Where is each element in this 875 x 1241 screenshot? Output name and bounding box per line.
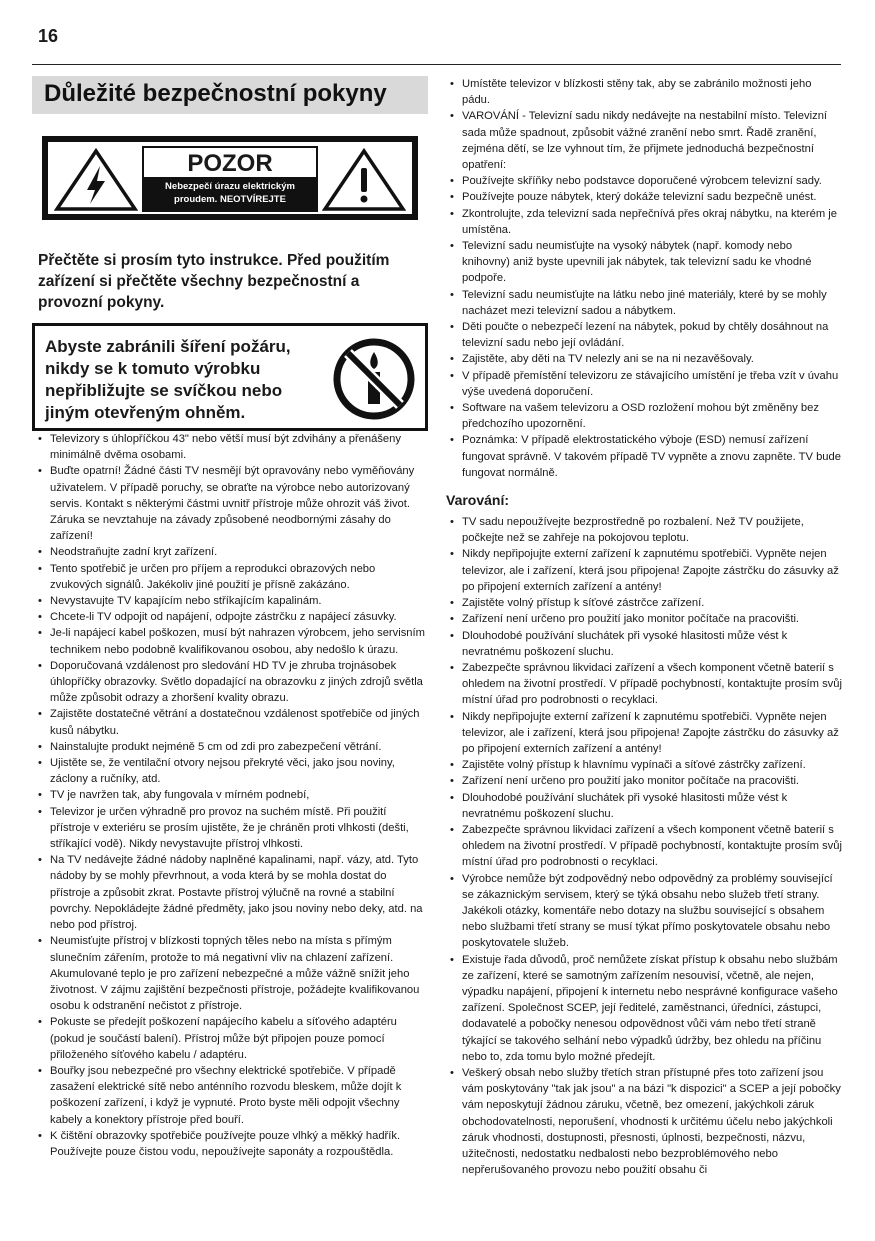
list-item: • Veškerý obsah nebo služby třetích stran přístupné přes toto zařízení jsou vám poskytovány "tak jak jsou" a na bázi "k dispozici" a SCEP a její pobočky vám neposkytují žádnou záruku, včetně, bez omezení, jakýchkoli záruk obchodovatelnosti, neporušení, vhodnosti k určitému účelu nebo jakýchkoli záruk vhodnosti, dostupnosti, přesnosti, úplnosti, bezpečnosti, názvu, užitečnosti, nedostatku nedbalosti nebo bezproblémového nebo nepřerušovaného provozu nebo použití obsahu či bbox=[444, 1065, 842, 1178]
page-title: Důležité bezpečnostní pokyny bbox=[32, 76, 428, 114]
fire-warning-box bbox=[32, 323, 428, 431]
list-item: • Zkontrolujte, zda televizní sada nepřečnívá přes okraj nábytku, na kterém je umístěna. bbox=[444, 206, 842, 238]
list-item: • Zajistěte volný přístup k hlavnímu vypínači a síťové zástrčky zařízení. bbox=[444, 757, 842, 773]
list-item: • Pokuste se předejít poškození napájecího kabelu a síťového adaptéru (pokud je součástí balení). Přístroj může být připojen pouze pomocí přiloženého síťového kabelu / adaptéru. bbox=[32, 1014, 428, 1063]
electric-shock-icon bbox=[54, 148, 138, 212]
page-number: 16 bbox=[38, 26, 59, 46]
list-item: • TV je navržen tak, aby fungovala v mírném podnebí, bbox=[32, 787, 428, 803]
pozor-panel bbox=[142, 146, 318, 212]
warnings-list bbox=[444, 514, 842, 1178]
list-item: • Doporučovaná vzdálenost pro sledování HD TV je zhruba trojnásobek úhlopříčky obrazovky. Světlo dopadající na obrazovku z jiných zdrojů světla může způsobit odrazy a zhoršení kvality obrazu. bbox=[32, 658, 428, 707]
list-item: • Televizní sadu neumisťujte na látku nebo jiné materiály, které by se mohly nacházet mezi televizní sadou a nábytkem. bbox=[444, 287, 842, 319]
list-item: • Výrobce nemůže být zodpovědný nebo odpovědný za problémy související se zákaznickým servisem, který se týká obsahu nebo služeb třetí strany. Jakékoli otázky, komentáře nebo dotazy na službu související s obsahem nebo službami třetí strany se musí týkat přímo poskytovatele obsahu nebo poskytovatele služeb. bbox=[444, 871, 842, 952]
list-item: • Bouřky jsou nebezpečné pro všechny elektrické spotřebiče. V případě zasažení elektrické sítě nebo anténního rozvodu bleskem, může dojít k poškození zařízení, i když je vypnuté. Proto byste měli odpojit všechny kabely a konektory přístroje před bouří. bbox=[32, 1063, 428, 1128]
warnings-heading: Varování: bbox=[446, 492, 510, 509]
list-item: • Zajistěte, aby děti na TV nelezly ani se na ni nezavěšovaly. bbox=[444, 351, 842, 367]
list-item: • VAROVÁNÍ - Televizní sadu nikdy nedávejte na nestabilní místo. Televizní sada může spadnout, způsobit vážné zranění nebo smrt. Řadě zranění, zejména dětí, se lze vyhnout tím, že přijmete jednoduchá bezpečnostní opatření: bbox=[444, 108, 842, 173]
pozor-title: POZOR bbox=[187, 150, 273, 177]
list-item: • Zabezpečte správnou likvidaci zařízení a všech komponent včetně baterií s ohledem na životní prostředí. V případě pochybností, kontaktujte prosím svůj místní úřad pro podrobnosti o recyklaci. bbox=[444, 660, 842, 709]
list-item: • Ujistěte se, že ventilační otvory nejsou překryté věci, jako jsou noviny, záclony a ručníky, atd. bbox=[32, 755, 428, 787]
list-item: • Nevystavujte TV kapajícím nebo stříkajícím kapalinám. bbox=[32, 593, 428, 609]
list-item: • Používejte pouze nábytek, který dokáže televizní sadu bezpečně unést. bbox=[444, 189, 842, 205]
list-item: • Zajistěte dostatečné větrání a dostatečnou vzdálenost spotřebiče od jiných kusů nábytku. bbox=[32, 706, 428, 738]
left-column bbox=[32, 76, 428, 1160]
pozor-subtitle bbox=[144, 177, 316, 210]
list-item: • Buďte opatrní! Žádné části TV nesmějí být opravovány nebo vyměňovány uživatelem. V případě poruchy, se obraťte na výrobce nebo autorizovaný servis. Kontakt s některými částmi uvnitř přístroje může ohrozit váš život. Záruka se nevztahuje na závady způsobené neodbornými zásahy do zařízení! bbox=[32, 463, 428, 544]
list-item: • Je-li napájecí kabel poškozen, musí být nahrazen výrobcem, jeho servisním technikem nebo podobně kvalifikovanou osobou, aby nedošlo k úrazu. bbox=[32, 625, 428, 657]
list-item: • Chcete-li TV odpojit od napájení, odpojte zástrčku z napájecí zásuvky. bbox=[32, 609, 428, 625]
list-item: • Tento spotřebič je určen pro příjem a reprodukci obrazových nebo zvukových signálů. Jakékoliv jiné použití je přísně zakázáno. bbox=[32, 561, 428, 593]
list-item: • Neodstraňujte zadní kryt zařízení. bbox=[32, 544, 428, 560]
list-item: • Dlouhodobé používání sluchátek při vysoké hlasitosti může vést k nevratnému poškození sluchu. bbox=[444, 790, 842, 822]
pozor-line-2: proudem. NEOTVÍREJTE bbox=[174, 194, 286, 205]
no-open-flame-icon bbox=[331, 336, 417, 422]
list-item: • Nikdy nepřipojujte externí zařízení k zapnutému spotřebiči. Vypněte nejen televizor, ale i zařízení, která jsou připojena! Zapojte zástrčku do zásuvky až po připojení externích zařízení a antény! bbox=[444, 546, 842, 595]
list-item: • TV sadu nepoužívejte bezprostředně po rozbalení. Než TV použijete, počkejte než se zahřeje na pokojovou teplotu. bbox=[444, 514, 842, 546]
list-item: • Zařízení není určeno pro použití jako monitor počítače na pracovišti. bbox=[444, 611, 842, 627]
pozor-line-1: Nebezpečí úrazu elektrickým bbox=[165, 181, 295, 192]
list-item: • Dlouhodobé používání sluchátek při vysoké hlasitosti může vést k nevratnému poškození sluchu. bbox=[444, 628, 842, 660]
list-item: • Umístěte televizor v blízkosti stěny tak, aby se zabránilo možnosti jeho pádu. bbox=[444, 76, 842, 108]
safety-list-right bbox=[444, 76, 842, 481]
list-item: • V případě přemístění televizoru ze stávajícího umístění je třeba vzít v úvahu výše uvedená doporučení. bbox=[444, 368, 842, 400]
intro-text: Přečtěte si prosím tyto instrukce. Před použitím zařízení si přečtěte všechny bezpečnostní a provozní pokyny. bbox=[38, 252, 390, 311]
list-item: • Neumisťujte přístroj v blízkosti topných těles nebo na místa s přímým slunečním zářením, protože to má negativní vliv na chlazení zařízení. Akumulované teplo je pro zařízení nebezpečné a může vážně snížit jeho životnost. V zájmu zajištění bezpečnosti přístroje, požádejte kvalifikovanou osobu k odstranění nečistot z přístroje. bbox=[32, 933, 428, 1014]
list-item: • Zařízení není určeno pro použití jako monitor počítače na pracovišti. bbox=[444, 773, 842, 789]
exclamation-icon bbox=[322, 148, 406, 212]
list-item: • K čištění obrazovky spotřebiče používejte pouze vlhký a měkký hadřík. Používejte pouze čistou vodu, nepoužívejte saponáty a rozpouštědla. bbox=[32, 1128, 428, 1160]
list-item: • Televizory s úhlopříčkou 43" nebo větší musí být zdvihány a přenášeny minimálně dvěma osobami. bbox=[32, 431, 428, 463]
list-item: • Zajistěte volný přístup k síťové zástrčce zařízení. bbox=[444, 595, 842, 611]
list-item: • Poznámka: V případě elektrostatického výboje (ESD) nemusí zařízení fungovat správně. V takovém případě TV vypněte a znovu zapněte. TV bude fungovat normálně. bbox=[444, 432, 842, 481]
list-item: • Na TV nedávejte žádné nádoby naplněné kapalinami, např. vázy, atd. Tyto nádoby by se mohly převrhnout, a voda která by se mohla dostat do přístroje a způsobit zkrat. Postavte přístroj výlučně na rovné a stabilní povrchy. Nepokládejte žádné předměty, jako jsou noviny nebo deky, atd. na nebo pod přístroj. bbox=[32, 852, 428, 933]
list-item: • Nainstalujte produkt nejméně 5 cm od zdi pro zabezpečení větrání. bbox=[32, 739, 428, 755]
right-column bbox=[444, 76, 842, 1178]
list-item: • Televizor je určen výhradně pro provoz na suchém místě. Při použití přístroje v exteriéru se prosím ujistěte, že je chráněn proti vlhkosti (dešti, stříkající vodě). Nikdy nevystavujte přístroj vlhkosti. bbox=[32, 804, 428, 853]
list-item: • Nikdy nepřipojujte externí zařízení k zapnutému spotřebiči. Vypněte nejen televizor, ale i zařízení, která jsou připojena! Zapojte zástrčku do zásuvky až po připojení externích zařízení a antény! bbox=[444, 709, 842, 758]
list-item: • Zabezpečte správnou likvidaci zařízení a všech komponent včetně baterií s ohledem na životní prostředí. V případě pochybností, kontaktujte prosím svůj místní úřad pro podrobnosti o recyklaci. bbox=[444, 822, 842, 871]
list-item: • Software na vašem televizoru a OSD rozložení mohou být změněny bez předchozího upozornění. bbox=[444, 400, 842, 432]
safety-list-left bbox=[32, 431, 428, 1160]
electric-shock-warning-label bbox=[42, 136, 418, 220]
list-item: • Existuje řada důvodů, proč nemůžete získat přístup k obsahu nebo službám ze zařízení, které se samotným zařízením nesouvisí, včetně, ale nejen, výpadku napájení, připojení k internetu nebo nesprávné konfigurace vašeho zařízení. Společnost SCEP, její ředitelé, zaměstnanci, úředníci, zástupci, dodavatelé a pobočky nenesou odpovědnost vůči vám nebo třetí straně týkající se takového selhání nebo výpadků údržby, bez ohledu na příčinu nebo to, zda tomu bylo možné předejít. bbox=[444, 952, 842, 1065]
list-item: • Televizní sadu neumisťujte na vysoký nábytek (např. komody nebo knihovny) aniž byste upevnili jak nábytek, tak televizní sadu ke vhodné podpoře. bbox=[444, 238, 842, 287]
header-rule bbox=[32, 64, 841, 65]
list-item: • Děti poučte o nebezpečí lezení na nábytek, pokud by chtěly dosáhnout na televizní sadu nebo její ovládání. bbox=[444, 319, 842, 351]
fire-warning-text: Abyste zabránili šíření požáru, nikdy se k tomuto výrobku nepřibližujte se svíčkou nebo jiným otevřeným ohněm. bbox=[45, 337, 291, 422]
list-item: • Používejte skříňky nebo podstavce doporučené výrobcem televizní sady. bbox=[444, 173, 842, 189]
